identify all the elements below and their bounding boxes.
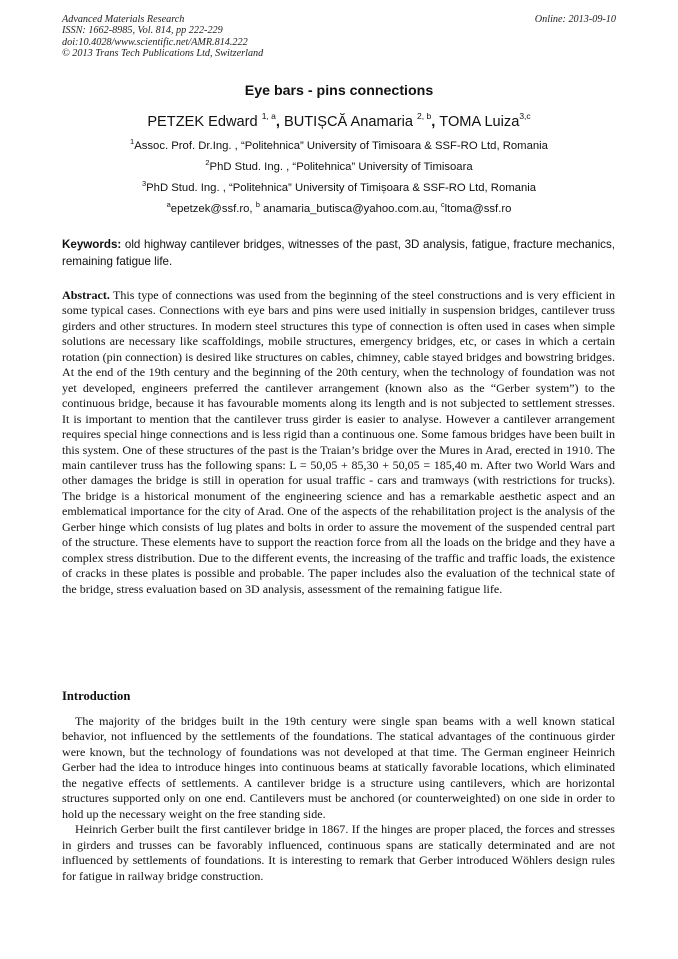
affiliation: [0, 158, 678, 173]
abstract-label: Abstract.: [62, 288, 110, 302]
author-name: BUTIȘCĂ Anamaria: [283, 113, 417, 130]
affiliation-superscript: 2: [205, 158, 210, 167]
journal-issn: ISSN: 1662-8985, Vol. 814, pp 222-229: [62, 25, 223, 37]
author-list: [0, 112, 678, 130]
affiliation-superscript: 1: [130, 137, 135, 146]
paper-title: Eye bars - pins connections: [244, 83, 434, 99]
affiliation-superscript: 3: [141, 179, 147, 188]
email-superscript: a: [166, 200, 171, 209]
email-superscript: b: [255, 200, 260, 209]
affiliation-text: PhD Stud. Ing. , “Politehnica” University of Timisoara: [209, 160, 473, 173]
email-address[interactable]: epetzek@ssf.ro,: [170, 202, 256, 215]
keywords-section: [62, 237, 615, 270]
author-name: TOMA Luiza: [439, 113, 520, 130]
online-date: Online: 2013-09-10: [534, 14, 616, 25]
section-heading-introduction: Introduction: [62, 689, 131, 703]
introduction-section: [62, 714, 615, 884]
affiliation-text: PhD Stud. Ing. , “Politehnica” University of Timișoara & SSF-RO Ltd, Romania: [146, 181, 537, 194]
author-separator: ,: [275, 113, 284, 130]
abstract-section: [62, 288, 615, 597]
abstract-text: This type of connections was used from the beginning of the steel constructions and is very efficient in some typical cases. Connections with eye bars and pins were used initially in suspension bridges, cantilever truss girders and other structures. In modern steel structures this type of connection is often used in cases when simple solutions are necessary like scaffoldings, mobile structures, emergency bridges, etc, or cases in which a certain rotation (pin connection) is desired like structures on cables, chimney, cable stayed bridges and bowstring bridges. At the end of the 19th century and the beginning of the 20th century, when the technology of foundation was not yet developed, engineers preferred the cantilever arrangement (known also as the “Gerber system”) to the continuous bridge, because it has favourable moments along its length and is not subjected to settlement stresses. It is important to mention that the cantilever truss girder is easier to analyse. However a cantilever arrangement requires special hinge connections and is less rigid than a continuous one. Some famous bridges have been built in this system. One of these structures of the past is the Traian’s bridge over the Mures in Arad, erected in 1910. The main cantilever truss has the following spans: L = 50,05 + 85,30 + 50,05 = 185,40 m. After two World Wars and other damages the bridge is still in operation for usual traffic - cars and tramways (with restrictions for trucks). The bridge is a historical monument of the engineering science and has a remarkable aesthetic aspect and an emblematical importance for the city of Arad. One of the aspects of the rehabilitation project is the analysis of the Gerber hinge which consists of lug plates and bolts in order to assure the movement of the suspended central part of the structure. These elements have to support the reaction force from all the loads on the bridge and they have a complex stress distribution. Due to the different events, the increasing of the traffic and traffic loads, the existence of cracks in these plates is possible and probable. The paper includes also the evaluation of the technical state of the bridge, stress evaluation based on 3D analysis, assessment of the remaining fatigue life.: [62, 288, 615, 596]
author-superscript: 1, a: [261, 111, 276, 121]
keywords-text: old highway cantilever bridges, witnesses of the past, 3D analysis, fatigue, fracture mechanics, remaining fatigue life.: [62, 238, 615, 268]
email-address[interactable]: anamaria_butisca@yahoo.com.au,: [259, 202, 441, 215]
paragraph: Heinrich Gerber built the first cantilever bridge in 1867. If the hinges are proper placed, the forces and stresses in girders and trusses can be favorably influenced, continuous spans are statically determinated and are not influenced by settlements of foundations. It is interesting to remark that Gerber introduced Wöhlers design rules for fatigue in railway bridge construction.: [62, 822, 615, 883]
paragraph: The majority of the bridges built in the 19th century were single span beams with a well known statical behavior, not influenced by the settlements of the foundations. The statical advantages of the continuous girder were known, but the technology of foundations was not developed at that time. The German engineer Heinrich Gerber had the idea to introduce hinges into continuous beams at statically favorable locations, which eliminated the negative effects of settlements. A cantilever bridge is a structure using cantilevers, which are horizontal structures supported only on one end. Cantilevers must be anchored (or counterweighted) on one side in order to hold up the necessary weight on the free standing side.: [62, 714, 615, 821]
email-superscript: c: [440, 200, 445, 209]
journal-copyright: © 2013 Trans Tech Publications Ltd, Switzerland: [62, 48, 264, 60]
journal-name: Advanced Materials Research: [62, 14, 185, 25]
journal-doi: doi:10.4028/www.scientific.net/AMR.814.222: [62, 36, 248, 48]
affiliation: [0, 137, 678, 152]
email-line: [0, 200, 678, 215]
author-superscript: 3,c: [519, 111, 531, 121]
author-separator: ,: [431, 113, 440, 130]
affiliation-text: Assoc. Prof. Dr.Ing. , “Politehnica” University of Timisoara & SSF-RO Ltd, Romania: [134, 139, 548, 152]
affiliation: [0, 179, 678, 194]
keywords-label: Keywords:: [62, 238, 122, 251]
author-name: PETZEK Edward: [147, 113, 262, 130]
journal-header: [62, 14, 616, 60]
author-superscript: 2, b: [417, 111, 432, 121]
email-address[interactable]: ltoma@ssf.ro: [444, 202, 512, 215]
